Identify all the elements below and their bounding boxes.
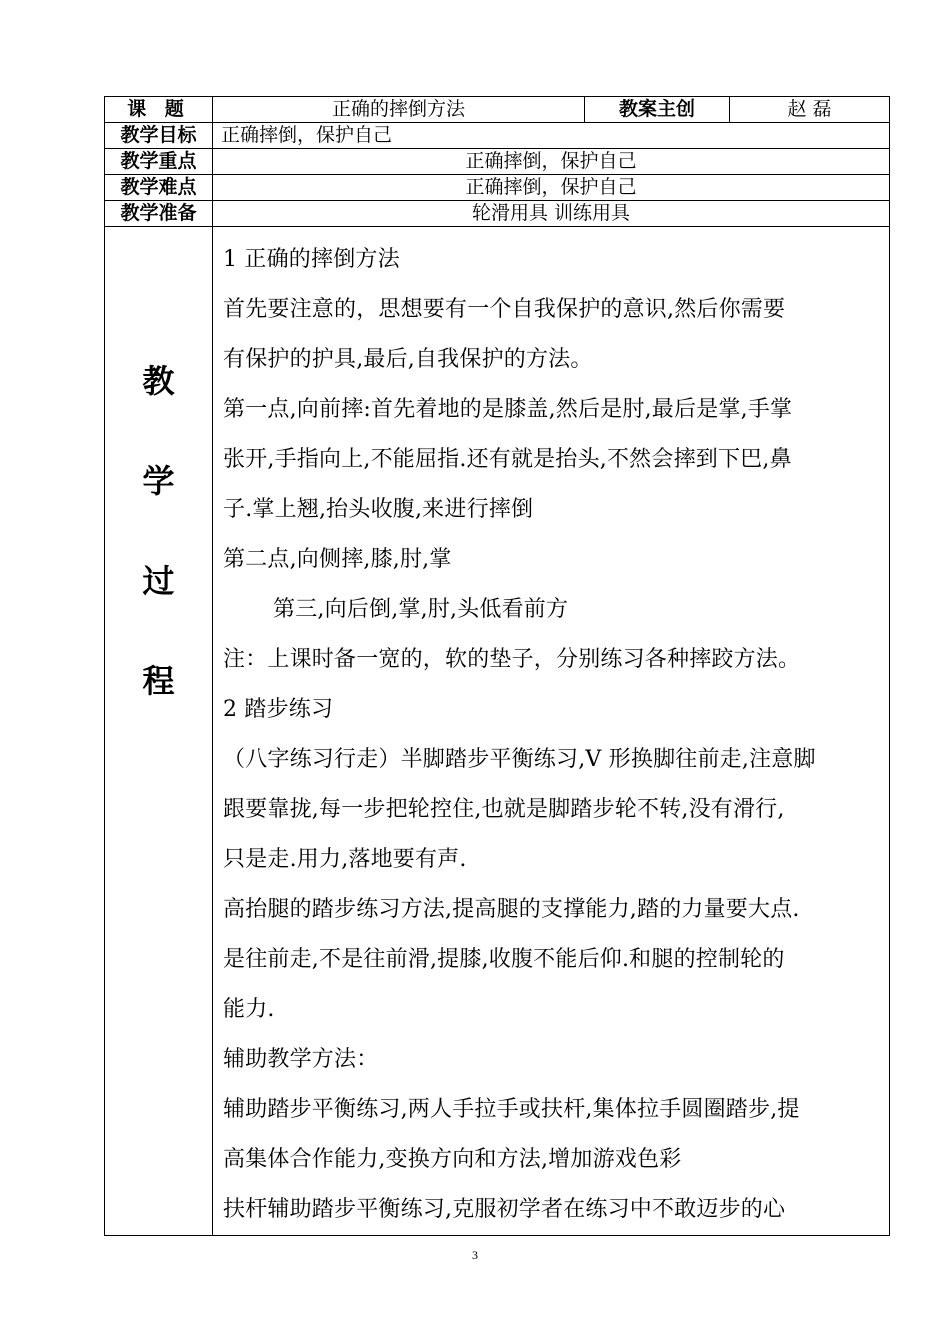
paragraph-line: 第一点,向前摔:首先着地的是膝盖,然后是肘,最后是掌,手掌 xyxy=(223,397,793,422)
author-label: 教案主创 xyxy=(585,97,730,123)
paragraph-line: 注：上课时备一宽的，软的垫子，分别练习各种摔跤方法。 xyxy=(223,647,801,672)
difficulty-row xyxy=(105,175,890,201)
paragraph-line: 高抬腿的踏步练习方法,提高腿的支撑能力,踏的力量要大点. xyxy=(223,897,800,922)
paragraph-line: 子.掌上翘,抬头收腹,来进行摔倒 xyxy=(223,497,534,522)
prep-row xyxy=(105,201,890,227)
difficulty-value: 正确摔倒，保护自己 xyxy=(213,175,890,201)
section-heading: 1 正确的摔倒方法 xyxy=(223,247,400,272)
paragraph-line: 是往前走,不是往前滑,提膝,收腹不能后仰.和腿的控制轮的 xyxy=(223,947,785,972)
page-number: 3 xyxy=(472,1248,478,1262)
paragraph-line: 第二点,向侧摔,膝,肘,掌 xyxy=(223,547,452,572)
process-row xyxy=(105,227,890,1236)
process-label xyxy=(105,227,212,765)
paragraph-line: （八字练习行走）半脚踏步平衡练习,V 形换脚往前走,注意脚 xyxy=(223,747,816,772)
paragraph-line: 辅助踏步平衡练习,两人手拉手或扶杆,集体拉手圆圈踏步,提 xyxy=(223,1097,800,1122)
title-value: 正确的摔倒方法 xyxy=(213,97,585,123)
process-label-char: 程 xyxy=(142,662,175,700)
process-label-cell xyxy=(105,227,213,1236)
prep-value: 轮滑用具 训练用具 xyxy=(213,201,890,227)
paragraph-line: 跟要靠拢,每一步把轮控住,也就是脚踏步轮不转,没有滑行, xyxy=(223,797,785,822)
goal-value: 正确摔倒，保护自己 xyxy=(213,123,890,149)
lesson-plan-table xyxy=(104,96,890,1236)
focus-label: 教学重点 xyxy=(105,149,213,175)
paragraph-line: 高集体合作能力,变换方向和方法,增加游戏色彩 xyxy=(223,1147,682,1172)
paragraph-line: 辅助教学方法： xyxy=(223,1047,379,1072)
process-label-char: 过 xyxy=(142,562,175,600)
difficulty-label: 教学难点 xyxy=(105,175,213,201)
focus-value: 正确摔倒，保护自己 xyxy=(213,149,890,175)
section-heading: 2 踏步练习 xyxy=(223,697,334,722)
goal-label: 教学目标 xyxy=(105,123,213,149)
title-label: 课 题 xyxy=(105,97,213,123)
goal-row xyxy=(105,123,890,149)
title-row xyxy=(105,97,890,123)
paragraph-line: 第三,向后倒,掌,肘,头低看前方 xyxy=(273,597,569,622)
author-value: 赵 磊 xyxy=(730,97,890,123)
prep-label: 教学准备 xyxy=(105,201,213,227)
paragraph-line: 张开,手指向上,不能屈指.还有就是抬头,不然会摔到下巴,鼻 xyxy=(223,447,792,472)
process-content-cell xyxy=(213,227,890,1236)
process-label-char: 教 xyxy=(142,362,175,400)
paragraph-line: 能力. xyxy=(223,997,275,1022)
process-label-char: 学 xyxy=(142,462,175,500)
process-content xyxy=(213,227,889,1235)
paragraph-line: 有保护的护具,最后,自我保护的方法。 xyxy=(223,347,593,372)
focus-row xyxy=(105,149,890,175)
paragraph-line: 只是走.用力,落地要有声. xyxy=(223,847,467,872)
paragraph-line: 扶杆辅助踏步平衡练习,克服初学者在练习中不敢迈步的心 xyxy=(223,1197,786,1222)
paragraph-line: 首先要注意的，思想要有一个自我保护的意识,然后你需要 xyxy=(223,297,786,322)
